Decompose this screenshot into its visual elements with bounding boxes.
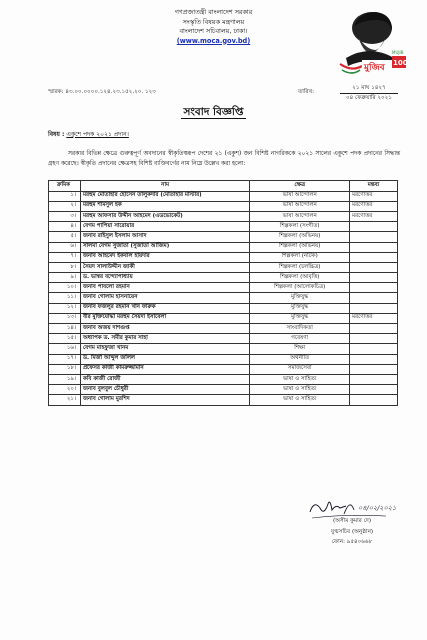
table-row — [49, 364, 398, 374]
header-name: নাম — [80, 181, 249, 192]
row-serial: ১৩। — [49, 313, 81, 323]
signatory-name: (অসীম কুমার দে) — [332, 518, 372, 524]
letterhead-line-secretariat: বাংলাদেশ সচিবালয়, ঢাকা। — [179, 27, 248, 35]
table-row — [49, 303, 398, 313]
row-field: ভাষা আন্দোলন — [250, 211, 350, 221]
row-remark — [350, 242, 398, 252]
row-field: শিল্পকলা (অভিনয়) — [250, 232, 350, 242]
memo-label: স্মারক: — [48, 89, 64, 95]
header-remark: মন্তব্য — [350, 181, 398, 192]
table-row — [49, 222, 398, 232]
row-serial: ১। — [49, 191, 81, 201]
row-name: মরহুম আফসার উদ্দীন আহমেদ (এডভোকেট) — [80, 211, 249, 221]
row-field: শিল্পকলা (আবৃত্তি) — [250, 273, 350, 283]
letterhead-line-government: গণপ্রজাতন্ত্রী বাংলাদেশ সরকার — [174, 8, 253, 16]
row-field: শিল্পকলা (সংগীত) — [250, 222, 350, 232]
table-row — [49, 354, 398, 364]
row-name: জনাব অজয় দাশগুপ্ত — [80, 324, 249, 334]
table-row — [49, 283, 398, 293]
row-serial: ১৪। — [49, 324, 81, 334]
row-name: সৈয়দ সালাউদ্দীন জাকী — [80, 262, 249, 272]
row-remark — [350, 232, 398, 242]
table-row — [49, 252, 398, 262]
table-row — [49, 191, 398, 201]
row-serial: ৯। — [49, 273, 81, 283]
row-name: জনাব আহমেদ ইকবাল হায়দার — [80, 252, 249, 262]
table-row — [49, 232, 398, 242]
row-name: কবি কাজী রোজী — [80, 374, 249, 384]
svg-text:100: 100 — [393, 59, 408, 67]
row-remark — [350, 385, 398, 395]
row-remark — [350, 293, 398, 303]
row-name: জনাব ফজলুর রহমান খান ফারুক — [80, 303, 249, 313]
row-remark: মরণোত্তর — [350, 201, 398, 211]
document-title: সংবাদ বিজ্ঞপ্তি — [183, 106, 244, 118]
row-remark — [350, 283, 398, 293]
row-serial: ৪। — [49, 222, 81, 232]
subject-value: একুশে পদক ২০২১ প্রদান। — [66, 131, 129, 138]
row-field: ভাষা আন্দোলন — [250, 201, 350, 211]
row-field: অর্থনীতি — [250, 354, 350, 364]
subject-label: বিষয় : — [48, 131, 65, 138]
row-remark — [350, 273, 398, 283]
row-remark: মরণোত্তর — [350, 211, 398, 221]
table-row — [49, 293, 398, 303]
row-remark — [350, 364, 398, 374]
row-name: অধ্যাপক ড. সমীর কুমার সাহা — [80, 334, 249, 344]
row-field: শিল্পকলা (আলোকচিত্র) — [250, 283, 350, 293]
row-field: মুক্তিযুদ্ধ — [250, 313, 350, 323]
row-field: সাংবাদিকতা — [250, 324, 350, 334]
row-serial: ৬। — [49, 242, 81, 252]
row-field: ভাষা ও সাহিত্য — [250, 395, 350, 405]
row-field: সমাজসেবা — [250, 364, 350, 374]
letterhead-line-ministry: সংস্কৃতি বিষয়ক মন্ত্রণালয় — [182, 17, 245, 26]
table-row — [49, 395, 398, 405]
row-name: জনাব রাইসুল ইসলাম আসাদ — [80, 232, 249, 242]
table-row — [49, 201, 398, 211]
table-row — [49, 385, 398, 395]
table-row — [49, 374, 398, 384]
row-name: প্রফেসর কাজী কামরুজ্জামান — [80, 364, 249, 374]
subject-line — [48, 129, 129, 140]
header-field: ক্ষেত্র — [250, 181, 350, 192]
row-field: শিক্ষা — [250, 344, 350, 354]
body-paragraph: সরকার বিভিন্ন ক্ষেত্রে গুরুত্বপূর্ণ অবদানের স্বীকৃতিস্বরূপ দেশের ২১ (একুশ) জন বিশিষ্ট নাগরিককে ২০২১ সালের একুশে পদক প্রদানের সিদ্ধান্ত গ্রহণ করেছে। স্বীকৃতি প্রদানের ক্ষেত্রসহ বিশিষ্ট ব্যক্তিবর্গের নাম নিম্নে উল্লেখ করা হলো: — [48, 151, 400, 167]
row-serial: ১৯। — [49, 374, 81, 384]
svg-text:০৪/০২/২০২১: ০৪/০২/২০২১ — [358, 504, 397, 512]
row-remark: মরণোত্তর — [350, 313, 398, 323]
row-name: মরহুম শামসুল হক — [80, 201, 249, 211]
row-remark — [350, 395, 398, 405]
row-serial: ২১। — [49, 395, 81, 405]
row-field: ভাষা ও সাহিত্য — [250, 374, 350, 384]
row-field: মুক্তিযুদ্ধ — [250, 293, 350, 303]
logo-lettering: মুজিব — [364, 63, 385, 73]
table-row — [49, 242, 398, 252]
signatory-block — [302, 516, 402, 548]
date-label: তারিখ: — [298, 89, 315, 95]
awardee-rows — [49, 191, 398, 405]
row-remark — [350, 262, 398, 272]
row-remark: মরণোত্তর — [350, 191, 398, 201]
row-serial: ২০। — [49, 385, 81, 395]
date-bangla: ২১ মাঘ ১৪২৭ — [352, 85, 386, 91]
date-gregorian: ০৪ ফেব্রুয়ারি ২০২১ — [346, 95, 392, 101]
row-serial: ৩। — [49, 211, 81, 221]
table-row — [49, 273, 398, 283]
row-name: ড. মির্জা আব্দুল জলিল — [80, 354, 249, 364]
row-serial: ২। — [49, 201, 81, 211]
signatory-phone: ফোন: ৯৫৪০৬৬৮ — [331, 539, 373, 545]
row-serial: ১০। — [49, 283, 81, 293]
table-header-row — [49, 181, 398, 192]
header-serial: ক্রমিক — [49, 181, 81, 192]
row-name: জনাব বুলবুল চৌধুরী — [80, 385, 249, 395]
date-block — [336, 84, 402, 102]
mujib-centenary-logo — [332, 6, 408, 80]
row-name: জনাব গোলাম হাসনায়েন — [80, 293, 249, 303]
row-serial: ৭। — [49, 252, 81, 262]
row-serial: ৫। — [49, 232, 81, 242]
row-name: বেগম পাপিয়া সারোয়ার — [80, 222, 249, 232]
row-remark — [350, 252, 398, 262]
row-name: জনাব গোলাম মুরশিদ — [80, 395, 249, 405]
row-remark — [350, 324, 398, 334]
row-serial: ১৭। — [49, 354, 81, 364]
table-row — [49, 262, 398, 272]
row-serial: ১৫। — [49, 334, 81, 344]
table-row — [49, 334, 398, 344]
table-row — [49, 211, 398, 221]
row-serial: ১১। — [49, 293, 81, 303]
row-serial: ১৬। — [49, 344, 81, 354]
row-serial: ১৮। — [49, 364, 81, 374]
row-field: শিল্পকলা (চলচ্চিত্র) — [250, 262, 350, 272]
signatory-designation: যুগ্মসচিব (অনুষ্ঠান) — [330, 528, 374, 535]
row-field: গবেষণা — [250, 334, 350, 344]
row-name: জনাব পাবলো রহমান — [80, 283, 249, 293]
row-remark — [350, 344, 398, 354]
row-remark — [350, 303, 398, 313]
row-field: ভাষা ও সাহিত্য — [250, 385, 350, 395]
row-name: মরহুম মোতাহার হোসেন তালুকদার (মোতাহার মাস্টার) — [80, 191, 249, 201]
row-serial: ৮। — [49, 262, 81, 272]
row-name: বেগম মাহফুজা খানম — [80, 344, 249, 354]
row-serial: ১২। — [49, 303, 81, 313]
row-remark — [350, 334, 398, 344]
memo-number: ৪৩.০০.০০০০.১২৪.২৩.১৫২.২০. ১২৩ — [65, 89, 156, 95]
svg-text:MUJIB: MUJIB — [392, 50, 404, 55]
row-remark — [350, 354, 398, 364]
table-row — [49, 344, 398, 354]
awardee-table — [48, 180, 398, 406]
row-name: ড. ভাস্বর বন্দ্যোপাধ্যায় — [80, 273, 249, 283]
row-name: সালমা বেগম সুজাতা (সুজাতা আজিম) — [80, 242, 249, 252]
row-remark — [350, 222, 398, 232]
table-row — [49, 313, 398, 323]
row-name: বীর মুক্তিযোদ্ধা মরহুম সৈয়দা ইসাবেলা — [80, 313, 249, 323]
ministry-website-link[interactable]: (www.moca.gov.bd) — [176, 36, 251, 45]
memo-reference — [48, 88, 156, 97]
row-field: শিল্পকলা (নাটক) — [250, 252, 350, 262]
row-field: মুক্তিযুদ্ধ — [250, 303, 350, 313]
table-row — [49, 324, 398, 334]
row-field: ভাষা আন্দোলন — [250, 191, 350, 201]
row-remark — [350, 374, 398, 384]
row-field: শিল্পকলা (অভিনয়) — [250, 242, 350, 252]
